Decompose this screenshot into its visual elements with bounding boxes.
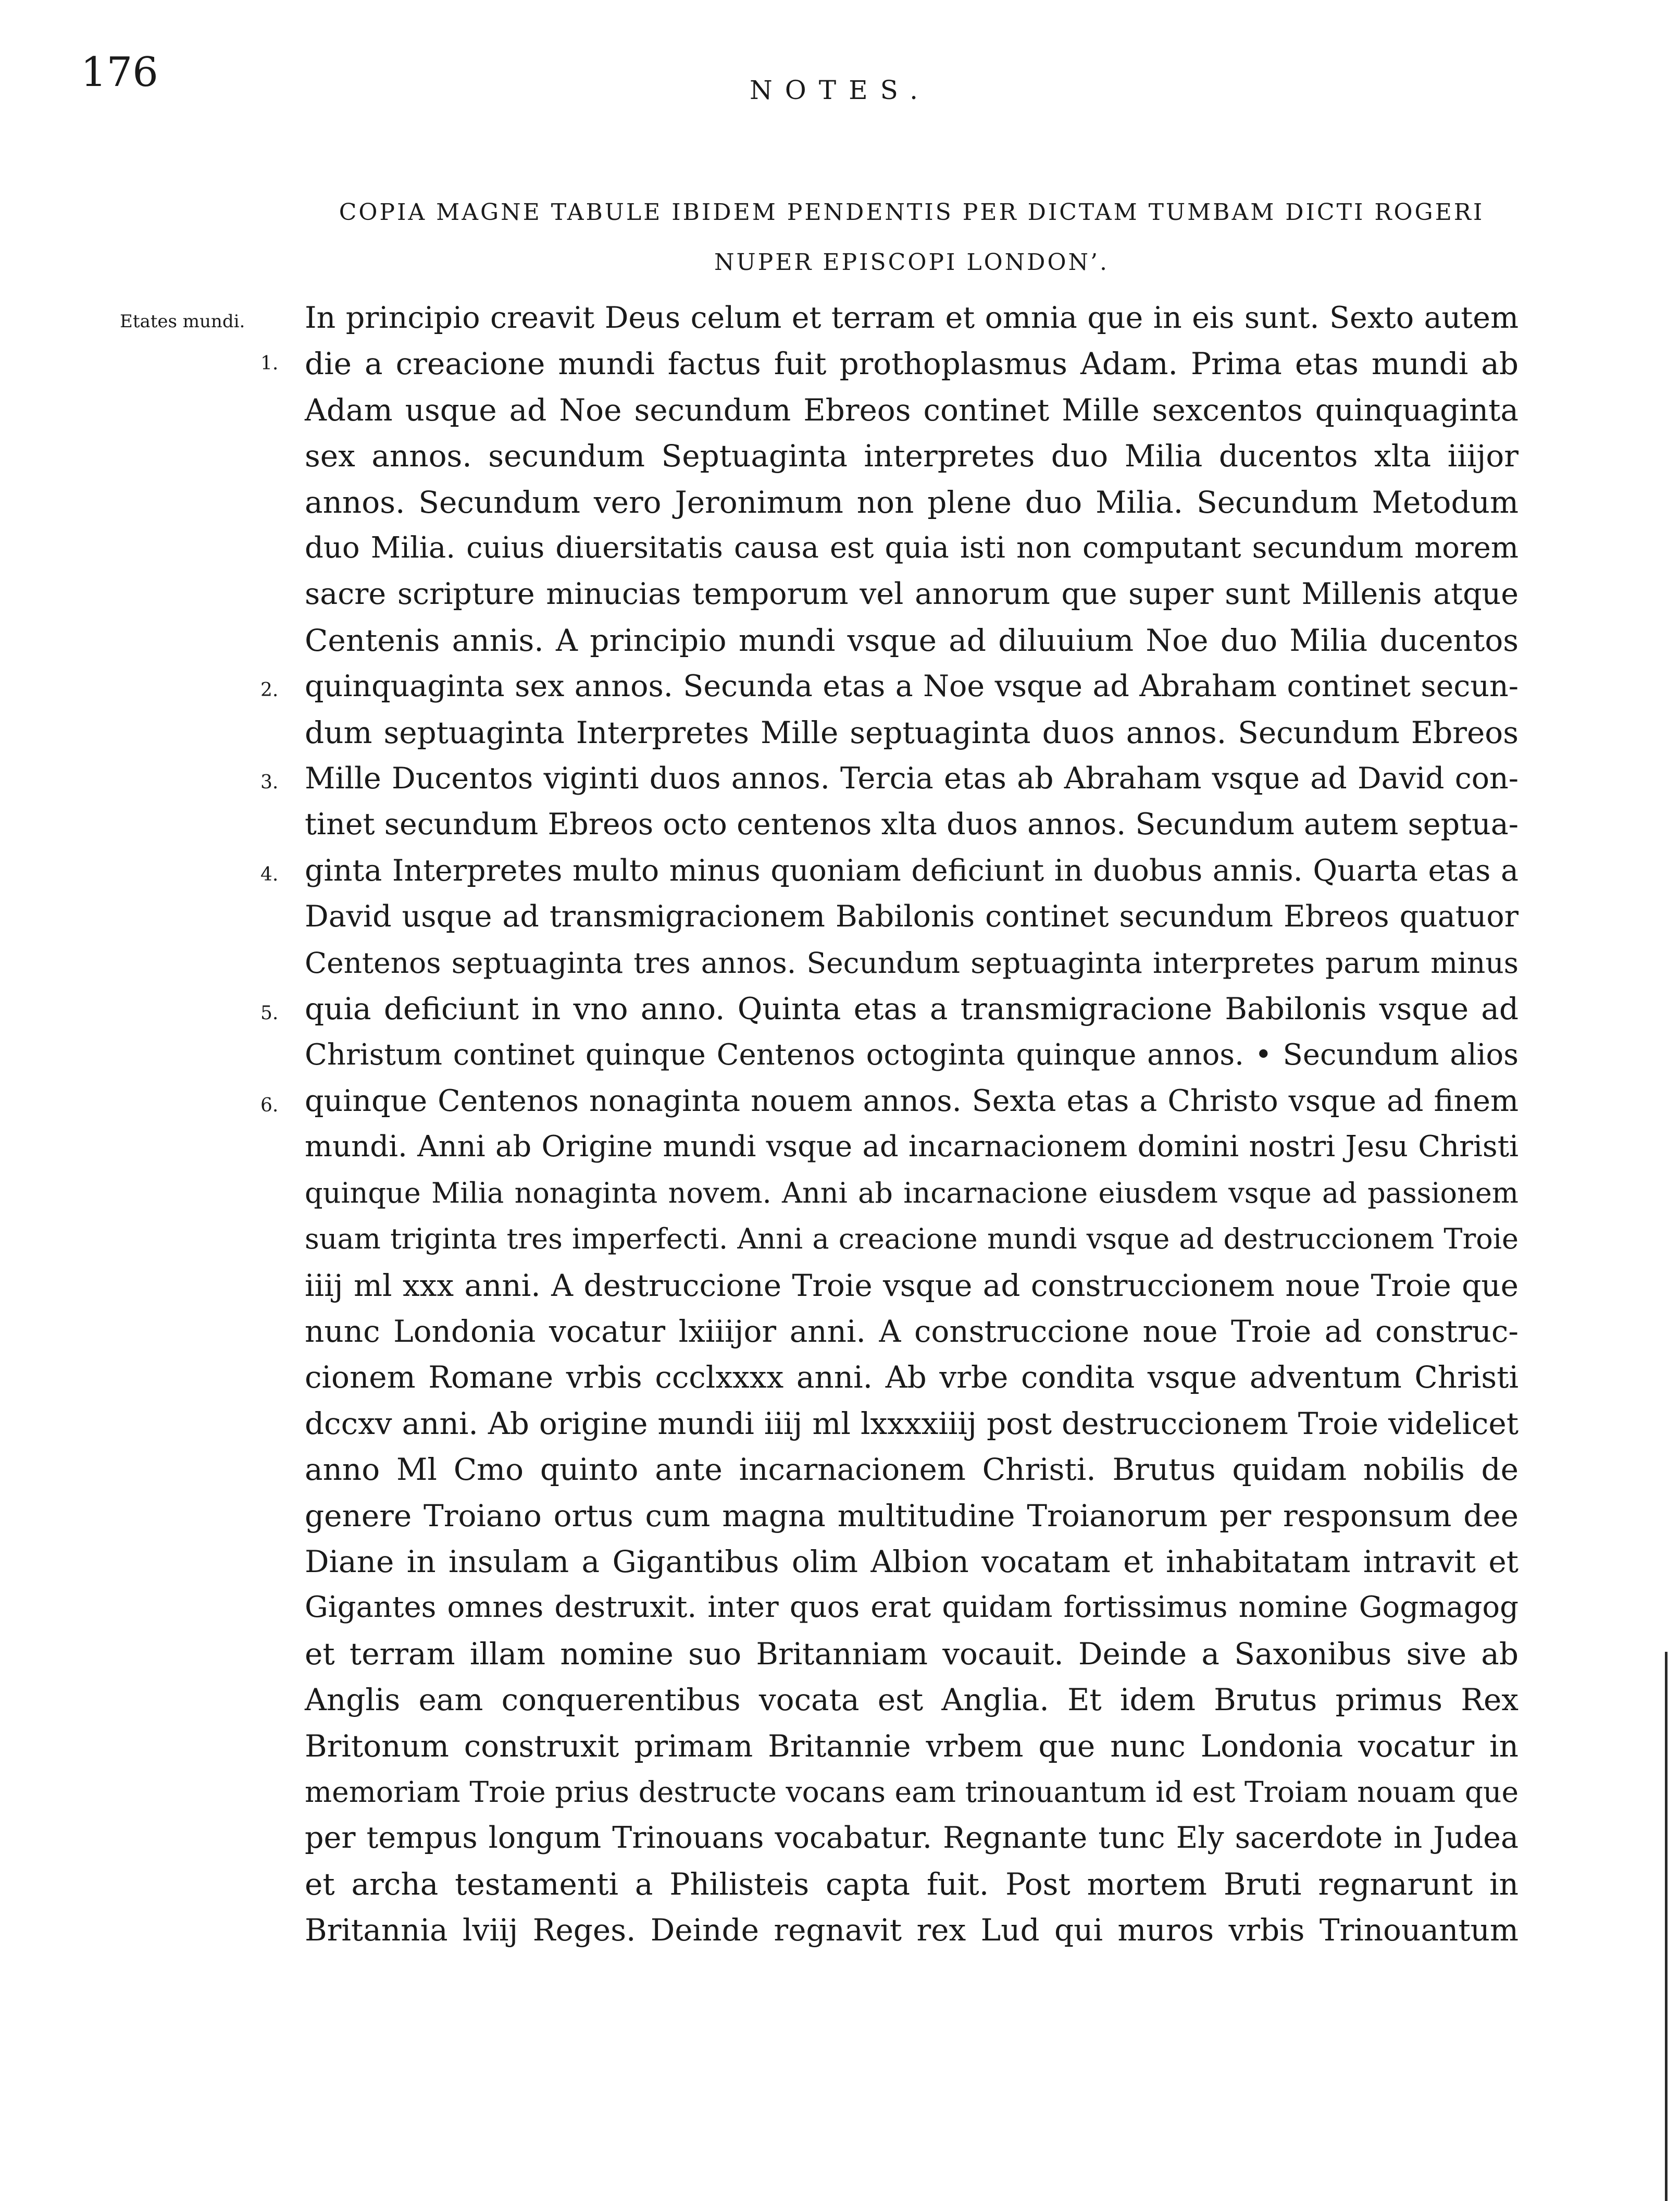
era-number: 3. <box>260 772 279 793</box>
text-line: et terram illam nomine suo Britanniam vocauit. Deinde a Saxonibus sive ab <box>305 1636 1519 1672</box>
text-line: anno Ml Cmo quinto ante incarnacionem Christi. Brutus quidam nobilis de <box>305 1452 1519 1488</box>
text-line: Diane in insulam a Gigantibus olim Albion vocatam et inhabitatam intravit et <box>305 1543 1519 1579</box>
text-line: dum septuaginta Interpretes Mille septuaginta duos annos. Secundum Ebreos <box>305 714 1519 750</box>
text-line: Britannia lviij Reges. Deinde regnavit rex Lud qui muros vrbis Trinouantum <box>305 1912 1519 1948</box>
text-line: quinque Centenos nonaginta nouem annos. Sexta etas a Christo vsque ad finem <box>305 1083 1519 1118</box>
text-line: sacre scripture minucias temporum vel annorum que super sunt Millenis atque <box>305 577 1519 612</box>
text-line: duo Milia. cuius diuersitatis causa est quia isti non computant secundum morem <box>305 531 1519 565</box>
text-line: iiij ml xxx anni. A destruccione Troie vsque ad construccionem noue Troie que <box>305 1267 1519 1303</box>
text-line: die a creacione mundi factus fuit prothoplasmus Adam. Prima etas mundi ab <box>305 346 1519 382</box>
margin-label: Etates mundi. <box>120 311 245 332</box>
text-line: tinet secundum Ebreos octo centenos xlta duos annos. Secundum autem septua- <box>305 807 1519 842</box>
text-line: Britonum construxit primam Britannie vrbem que nunc Londonia vocatur in <box>305 1728 1519 1764</box>
heading-line: NUPER EPISCOPI LONDON’. <box>714 249 1109 276</box>
text-line: Adam usque ad Noe secundum Ebreos continet Mille sexcentos quinquaginta <box>305 392 1519 428</box>
text-line: In principio creavit Deus celum et terram et omnia que in eis sunt. Sexto autem <box>305 301 1519 335</box>
text-line: per tempus longum Trinouans vocabatur. Regnante tunc Ely sacerdote in Judea <box>305 1821 1519 1856</box>
body-text <box>305 295 1519 1953</box>
text-line: annos. Secundum vero Jeronimum non plene duo Milia. Secundum Metodum <box>305 484 1519 520</box>
text-line: dccxv anni. Ab origine mundi iiij ml lxxxxiiij post destruccionem Troie videlicet <box>305 1405 1519 1441</box>
text-line: quinque Milia nonaginta novem. Anni ab incarnacione eiusdem vsque ad passionem <box>305 1176 1519 1209</box>
era-number: 5. <box>260 1003 279 1024</box>
running-head: NOTES. <box>750 75 930 105</box>
text-line: ginta Interpretes multo minus quoniam deficiunt in duobus annis. Quarta etas a <box>305 853 1519 888</box>
text-line: genere Troiano ortus cum magna multitudine Troianorum per responsum dee <box>305 1498 1519 1534</box>
era-number: 4. <box>260 864 279 885</box>
text-line: David usque ad transmigracionem Babilonis continet secundum Ebreos quatuor <box>305 899 1519 934</box>
section-heading <box>292 188 1532 288</box>
text-line: Gigantes omnes destruxit. inter quos erat quidam fortissimus nomine Gogmagog <box>305 1590 1519 1625</box>
text-line: memoriam Troie prius destructe vocans eam trinouantum id est Troiam nouam que <box>305 1775 1519 1809</box>
text-line: Centenis annis. A principio mundi vsque ad diluuium Noe duo Milia ducentos <box>305 622 1519 658</box>
text-line: quia deficiunt in vno anno. Quinta etas a transmigracione Babilonis vsque ad <box>305 991 1519 1027</box>
era-number: 6. <box>260 1095 279 1116</box>
text-line: cionem Romane vrbis ccclxxxx anni. Ab vrbe condita vsque adventum Christi <box>305 1359 1519 1395</box>
text-line: et archa testamenti a Philisteis capta fuit. Post mortem Bruti regnarunt in <box>305 1866 1519 1902</box>
era-number: 1. <box>260 353 279 374</box>
text-line: Mille Ducentos viginti duos annos. Tercia etas ab Abraham vsque ad David con- <box>305 761 1519 796</box>
text-line: Centenos septuaginta tres annos. Secundum septuaginta interpretes parum minus <box>305 946 1519 980</box>
era-number: 2. <box>260 679 279 701</box>
text-line: quinquaginta sex annos. Secunda etas a Noe vsque ad Abraham continet secun- <box>305 669 1519 704</box>
text-line: Anglis eam conquerentibus vocata est Anglia. Et idem Brutus primus Rex <box>305 1682 1519 1718</box>
page-edge-rule <box>1665 1652 1667 2201</box>
text-line: mundi. Anni ab Origine mundi vsque ad incarnacionem domini nostri Jesu Christi <box>305 1130 1519 1164</box>
heading-line: COPIA MAGNE TABULE IBIDEM PENDENTIS PER DICTAM TUMBAM DICTI ROGERI <box>339 199 1485 226</box>
text-line: suam triginta tres imperfecti. Anni a creacione mundi vsque ad destruccionem Troie <box>305 1222 1519 1256</box>
text-line: Christum continet quinque Centenos octoginta quinque annos. • Secundum alios <box>305 1037 1519 1072</box>
page-number: 176 <box>81 49 158 96</box>
text-line: sex annos. secundum Septuaginta interpretes duo Milia ducentos xlta iiijor <box>305 438 1519 474</box>
text-line: nunc Londonia vocatur lxiiijor anni. A construccione noue Troie ad construc- <box>305 1313 1519 1349</box>
